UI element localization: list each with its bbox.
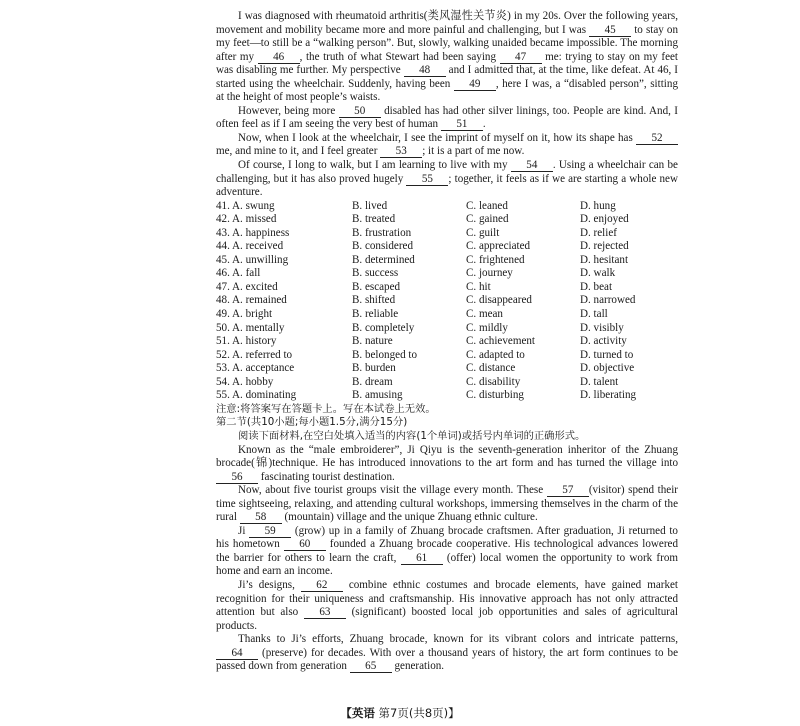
- text: (grow) up in a family of Zhuang brocade craftsmen. After graduation, Ji returned to his hometown: [216, 524, 678, 551]
- option-c[interactable]: C. distance: [466, 362, 516, 375]
- blank-62[interactable]: 62: [301, 580, 343, 592]
- option-d[interactable]: D. hesitant: [580, 253, 629, 266]
- option-b[interactable]: B. nature: [352, 335, 393, 348]
- text: , the truth of what Stewart had been saying: [299, 50, 500, 63]
- option-d[interactable]: D. narrowed: [580, 294, 636, 307]
- options-list: [216, 200, 678, 403]
- blank-57[interactable]: 57: [547, 485, 589, 497]
- passage2-paragraph-3: [216, 525, 678, 579]
- option-d[interactable]: D. walk: [580, 267, 616, 280]
- text: ; it is a part of me now.: [422, 145, 525, 158]
- option-a[interactable]: 44. A. received: [216, 240, 284, 253]
- option-row: [216, 240, 678, 254]
- text: , here I was, a “disabled person”, sitting at the height of most people’s waists.: [216, 77, 678, 104]
- option-c[interactable]: C. leaned: [466, 199, 508, 212]
- blank-65[interactable]: 65: [350, 661, 392, 673]
- option-c[interactable]: C. achievement: [466, 335, 536, 348]
- option-c[interactable]: C. hit: [466, 280, 491, 293]
- blank-53[interactable]: 53: [380, 146, 422, 158]
- text: However, being more: [238, 104, 339, 117]
- option-b[interactable]: B. treated: [352, 213, 396, 226]
- blank-61[interactable]: 61: [401, 553, 443, 565]
- option-c[interactable]: C. gained: [466, 213, 509, 226]
- page-footer: [0, 705, 800, 721]
- text: Ji’s designs,: [238, 578, 301, 591]
- text: (preserve) for decades. With over a thousand years of history, the art form continues to be passed down from generation: [216, 646, 678, 673]
- text: generation.: [391, 660, 445, 673]
- text: me: trying to stay on my feet was disabling me further. My perspective: [216, 50, 679, 77]
- passage2-paragraph-4: [216, 579, 678, 633]
- text: Now, when I look at the wheelchair, I see the imprint of myself on it, how its shape has: [238, 131, 636, 144]
- text: Now, about five tourist groups visit the village every month. These: [238, 484, 547, 497]
- option-a[interactable]: 47. A. excited: [216, 280, 278, 293]
- option-b[interactable]: B. determined: [352, 253, 415, 266]
- exam-content: [216, 10, 678, 674]
- passage1-paragraph-1: [216, 10, 678, 105]
- footer-page: 第7页(共8页)】: [374, 706, 460, 720]
- option-d[interactable]: D. enjoyed: [580, 213, 629, 226]
- blank-60[interactable]: 60: [284, 539, 326, 551]
- blank-59[interactable]: 59: [249, 526, 291, 538]
- option-b[interactable]: B. dream: [352, 375, 393, 388]
- option-a[interactable]: 53. A. acceptance: [216, 362, 295, 375]
- option-d[interactable]: D. liberating: [580, 389, 637, 402]
- text: .: [482, 118, 486, 131]
- option-d[interactable]: D. talent: [580, 375, 619, 388]
- section2-instruction: 阅读下面材料,在空白处填入适当的内容(1个单词)或括号内单词的正确形式。: [238, 429, 586, 442]
- text: (significant) boosted local job opportunities and sales of agricultural products.: [216, 606, 678, 632]
- option-b[interactable]: B. amusing: [352, 389, 403, 402]
- option-b[interactable]: B. burden: [352, 362, 396, 375]
- blank-45[interactable]: 45: [589, 25, 631, 37]
- option-row: [216, 335, 678, 349]
- option-a[interactable]: 43. A. happiness: [216, 226, 290, 239]
- text: combine ethnic costumes and brocade elements, have gained market recognition for their uniqueness and craftsmanship. His innovative approach has not only attracted attention but also: [216, 578, 678, 619]
- option-c[interactable]: C. disturbing: [466, 389, 524, 402]
- passage1-paragraph-2: [216, 105, 678, 132]
- option-c[interactable]: C. journey: [466, 267, 513, 280]
- option-c[interactable]: C. guilt: [466, 226, 500, 239]
- option-b[interactable]: B. lived: [352, 199, 388, 212]
- option-a[interactable]: 55. A. dominating: [216, 389, 297, 402]
- passage2-paragraph-5: [216, 633, 678, 674]
- option-b[interactable]: B. considered: [352, 240, 413, 253]
- text: Of course, I long to walk, but I am learning to live with my: [238, 159, 511, 172]
- text: and I admitted that, at the time, like defeat. At 46, I started using the wheelchair. Suddenly, having been: [216, 64, 678, 90]
- option-b[interactable]: B. frustration: [352, 226, 412, 239]
- option-b[interactable]: B. shifted: [352, 294, 396, 307]
- option-c[interactable]: C. disability: [466, 375, 521, 388]
- passage1-paragraph-4: [216, 159, 678, 200]
- blank-48[interactable]: 48: [404, 65, 446, 77]
- option-row: [216, 308, 678, 322]
- blank-52[interactable]: 52: [636, 133, 678, 145]
- text: (offer) local women the opportunity to work from home and earn an income.: [216, 551, 679, 578]
- blank-51[interactable]: 51: [441, 119, 483, 131]
- text: ; together, it feels as if we are starting a whole new adventure.: [216, 172, 678, 199]
- footer-subject: 【英语: [340, 706, 375, 720]
- option-c[interactable]: C. mildly: [466, 321, 508, 334]
- option-d[interactable]: D. objective: [580, 362, 635, 375]
- option-d[interactable]: D. turned to: [580, 348, 634, 361]
- text: (mountain) village and the unique Zhuang ethnic culture.: [281, 511, 538, 524]
- option-d[interactable]: D. hung: [580, 199, 616, 212]
- option-d[interactable]: D. tall: [580, 308, 608, 321]
- option-row: [216, 322, 678, 336]
- option-d[interactable]: D. activity: [580, 335, 627, 348]
- option-b[interactable]: B. completely: [352, 321, 415, 334]
- blank-54[interactable]: 54: [511, 160, 553, 172]
- blank-49[interactable]: 49: [454, 79, 496, 91]
- text: me, and mine to it, and I feel greater: [216, 145, 381, 158]
- option-d[interactable]: D. beat: [580, 280, 613, 293]
- option-c[interactable]: C. frightened: [466, 253, 525, 266]
- option-d[interactable]: D. rejected: [580, 240, 629, 253]
- option-d[interactable]: D. relief: [580, 226, 617, 239]
- text: Ji: [238, 524, 250, 537]
- option-a[interactable]: 42. A. missed: [216, 213, 277, 226]
- option-b[interactable]: B. reliable: [352, 308, 399, 321]
- option-row: [216, 389, 678, 403]
- option-b[interactable]: B. success: [352, 267, 399, 280]
- text: (visitor) spend their time sightseeing, relaxing, and attending cultural workshops, immersing themselves in the charm of the rural: [216, 484, 679, 524]
- passage2-paragraph-2: [216, 484, 678, 525]
- option-row: [216, 362, 678, 376]
- option-row: [216, 254, 678, 268]
- option-row: [216, 376, 678, 390]
- option-row: [216, 267, 678, 281]
- text: Thanks to Ji’s efforts, Zhuang brocade, known for its vibrant colors and intricate patterns,: [238, 633, 678, 646]
- blank-46[interactable]: 46: [258, 52, 300, 64]
- text: I was diagnosed with rheumatoid arthritis(类风湿性关节炎) in my 20s. Over the following years, movement and mobility became more and more painful and challenging, but I was: [216, 10, 678, 36]
- option-row: [216, 227, 678, 241]
- option-c[interactable]: C. disappeared: [466, 294, 532, 307]
- option-a[interactable]: 46. A. fall: [216, 267, 261, 280]
- option-b[interactable]: B. belonged to: [352, 348, 418, 361]
- option-c[interactable]: C. adapted to: [466, 348, 525, 361]
- blank-56[interactable]: 56: [216, 472, 258, 484]
- option-row: [216, 281, 678, 295]
- option-a[interactable]: 45. A. unwilling: [216, 253, 289, 266]
- passage1-paragraph-3: [216, 132, 678, 159]
- text: to stay on my feet—to still be a “walking person”. But, slowly, walking unaided became impossible. The morning after my: [216, 23, 678, 63]
- blank-47[interactable]: 47: [500, 52, 542, 64]
- blank-63[interactable]: 63: [304, 607, 346, 619]
- blank-64[interactable]: 64: [216, 648, 258, 660]
- text: founded a Zhuang brocade cooperative. His technological advances lowered the barrier for others to learn the craft,: [216, 538, 678, 564]
- option-b[interactable]: B. escaped: [352, 280, 401, 293]
- option-a[interactable]: 41. A. swung: [216, 199, 275, 212]
- option-a[interactable]: 54. A. hobby: [216, 375, 274, 388]
- option-row: [216, 349, 678, 363]
- option-a[interactable]: 50. A. mentally: [216, 321, 285, 334]
- option-a[interactable]: 52. A. referred to: [216, 348, 293, 361]
- option-a[interactable]: 48. A. remained: [216, 294, 287, 307]
- section2-title: 第二节(共10小题;每小题1.5分,满分15分): [216, 416, 408, 429]
- option-a[interactable]: 51. A. history: [216, 335, 277, 348]
- option-row: [216, 294, 678, 308]
- text: . Using a wheelchair can be challenging, but it has also proved hugely: [216, 159, 678, 185]
- option-a[interactable]: 49. A. bright: [216, 308, 273, 321]
- passage2-paragraph-1: [216, 444, 678, 485]
- text: disabled has had other silver linings, too. People are kind. And, I often feel as if I am seeing the very best of human: [216, 104, 679, 131]
- option-c[interactable]: C. mean: [466, 308, 503, 321]
- option-d[interactable]: D. visibly: [580, 321, 624, 334]
- blank-58[interactable]: 58: [240, 512, 282, 524]
- text: Known as the “male embroiderer”, Ji Qiyu is the seventh-generation inheritor of the Zhuang brocade(锦)technique. He has introduced innovations to the art form and has turned the village into: [216, 443, 678, 470]
- answer-note: 注意:将答案写在答题卡上。写在本试卷上无效。: [216, 402, 436, 415]
- text: fascinating tourist destination.: [258, 470, 395, 483]
- blank-55[interactable]: 55: [406, 174, 448, 186]
- option-row: [216, 213, 678, 227]
- blank-50[interactable]: 50: [339, 106, 381, 118]
- option-row: [216, 200, 678, 214]
- option-c[interactable]: C. appreciated: [466, 240, 531, 253]
